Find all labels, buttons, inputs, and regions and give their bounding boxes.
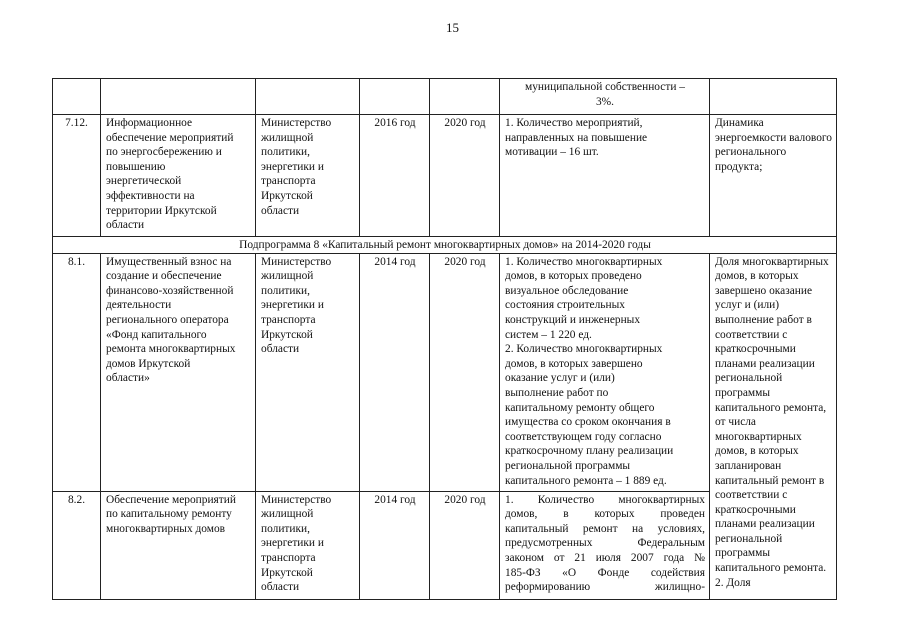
text-line: регионального	[715, 146, 787, 159]
text-line: деятельности	[106, 299, 172, 312]
text-line: энергоемкости валового	[715, 131, 832, 144]
text-line: Иркутской	[261, 189, 313, 202]
program-table	[52, 78, 837, 600]
text-line: 2. Количество многоквартирных	[505, 343, 663, 356]
cell-num	[53, 79, 101, 115]
text-line: жилищной	[261, 270, 314, 283]
text-line: Министерство	[261, 493, 332, 506]
text-line: краткосрочному плану реализации	[505, 445, 674, 458]
text-line: Динамика	[715, 117, 764, 129]
text-line: краткосрочными	[715, 503, 796, 516]
text-line: капитальный ремонт в	[715, 474, 825, 487]
text-line: капитального ремонта.	[715, 562, 827, 575]
text-line: финансово-хозяйственной	[106, 284, 234, 297]
cell-start	[360, 79, 430, 115]
table-row	[53, 115, 837, 237]
text-line: области	[261, 343, 300, 356]
text-line: «Фонд капитального	[106, 328, 207, 341]
text-line: домов, в которых проведено	[505, 270, 642, 283]
cell-start: 2014 год	[360, 253, 430, 491]
cell-executor	[256, 115, 360, 237]
text-line: домов Иркутской	[106, 357, 191, 370]
text-line: законом от 21 июля 2007 года №	[505, 551, 705, 564]
text-line: Обеспечение мероприятий	[106, 493, 236, 506]
text-line: 3%.	[595, 95, 615, 108]
table-row	[53, 79, 837, 115]
text-line: энергетической	[106, 175, 182, 188]
text-line: соответствии с	[715, 328, 788, 341]
cell-name	[101, 253, 256, 491]
text-line: завершено оказание	[715, 284, 812, 297]
text-line: предусмотренных Федеральным	[505, 537, 705, 550]
text-line: капитального ремонта,	[715, 401, 827, 414]
text-line: капитального ремонта – 1 889 ед.	[505, 474, 667, 487]
subprogram-title: Подпрограмма 8 «Капитальный ремонт многоквартирных домов» на 2014-2020 годы	[53, 237, 837, 254]
text-line: от числа	[715, 416, 756, 429]
text-line: программы	[715, 386, 770, 399]
text-line: области	[261, 204, 300, 217]
text-line: планами реализации	[715, 518, 815, 531]
text-line: реформированию жилищно-	[505, 581, 705, 594]
page-number: 15	[446, 20, 459, 35]
text-line: политики,	[261, 284, 310, 297]
text-line: жилищной	[261, 508, 314, 521]
subprogram-row	[53, 237, 837, 254]
cell-start: 2016 год	[360, 115, 430, 237]
cell-target	[710, 115, 837, 237]
text-line: капитальный ремонт на условиях,	[505, 522, 705, 535]
text-line: энергетики и	[261, 299, 324, 312]
text-line: домов, в которых	[715, 445, 799, 458]
text-line: состояния строительных	[505, 299, 625, 312]
text-line: Имущественный взнос на	[106, 255, 232, 268]
cell-name	[101, 115, 256, 237]
text-line: услуг и (или)	[715, 299, 780, 312]
text-line: домов, в которых проведен	[505, 508, 705, 521]
cell-target	[710, 79, 837, 115]
text-line: многоквартирных домов	[106, 522, 226, 535]
text-line: политики,	[261, 522, 310, 535]
text-line: транспорта	[261, 313, 316, 326]
text-line: имущества со сроком окончания в	[505, 416, 671, 429]
cell-num: 8.2.	[53, 491, 101, 599]
text-line: регионального оператора	[106, 313, 229, 326]
text-line: оказание услуг и (или)	[505, 372, 615, 385]
text-line: территории Иркутской	[106, 204, 217, 217]
text-line: продукта;	[715, 160, 763, 173]
text-line: планами реализации	[715, 357, 815, 370]
text-line: выполнение работ по	[505, 386, 609, 399]
text-line: конструкций и инженерных	[505, 313, 641, 326]
cell-indicator	[500, 115, 710, 237]
cell-name	[101, 79, 256, 115]
text-line: 1. Количество многоквартирных	[505, 493, 705, 506]
text-line: Иркутской	[261, 566, 313, 579]
text-line: повышению	[106, 160, 166, 173]
text-line: Доля многоквартирных	[715, 255, 829, 268]
text-line: муниципальной собственности –	[525, 81, 685, 93]
text-line: выполнение работ в	[715, 313, 812, 326]
text-line: Министерство	[261, 117, 332, 129]
text-line: домов, в которых	[715, 270, 799, 283]
cell-executor	[256, 491, 360, 599]
cell-indicator	[500, 79, 710, 115]
cell-end: 2020 год	[430, 253, 500, 491]
cell-num: 7.12.	[53, 115, 101, 237]
text-line: краткосрочными	[715, 343, 796, 356]
text-line: области»	[106, 372, 150, 385]
cell-executor	[256, 253, 360, 491]
cell-target-shared	[710, 253, 837, 599]
table-row	[53, 253, 837, 491]
text-line: многоквартирных	[715, 430, 802, 443]
cell-name	[101, 491, 256, 599]
cell-end	[430, 79, 500, 115]
text-line: региональной	[715, 532, 783, 545]
text-line: транспорта	[261, 551, 316, 564]
text-line: обеспечение мероприятий	[106, 131, 234, 144]
text-line: жилищной	[261, 131, 314, 144]
text-line: области	[106, 219, 145, 232]
text-line: мотивации – 16 шт.	[505, 146, 599, 159]
cell-indicator	[500, 491, 710, 599]
text-line: по капитальному ремонту	[106, 508, 232, 521]
text-line: энергетики и	[261, 160, 324, 173]
cell-start: 2014 год	[360, 491, 430, 599]
text-line: региональной программы	[505, 459, 631, 472]
text-line: Информационное	[106, 117, 193, 129]
text-line: области	[261, 581, 300, 594]
text-line: 185-ФЗ «О Фонде содействия	[505, 566, 705, 579]
text-line: 1. Количество многоквартирных	[505, 255, 663, 268]
text-line: региональной	[715, 372, 783, 385]
text-line: ремонта многоквартирных	[106, 343, 236, 356]
text-line: энергетики и	[261, 537, 324, 550]
text-line: домов, в которых завершено	[505, 357, 643, 370]
text-line: 1. Количество мероприятий,	[505, 117, 643, 129]
text-line: Министерство	[261, 255, 332, 268]
text-line: по энергосбережению и	[106, 146, 222, 159]
text-line: транспорта	[261, 175, 316, 188]
text-line: 2. Доля	[715, 576, 751, 589]
text-line: направленных на повышение	[505, 131, 648, 144]
text-line: соответствующем году согласно	[505, 430, 662, 443]
text-line: запланирован	[715, 459, 782, 472]
cell-executor	[256, 79, 360, 115]
text-line: систем – 1 220 ед.	[505, 328, 592, 341]
text-line: Иркутской	[261, 328, 313, 341]
text-line: эффективности на	[106, 189, 195, 202]
text-line: соответствии с	[715, 489, 788, 502]
text-line: капитальному ремонту общего	[505, 401, 655, 414]
text-line: визуальное обследование	[505, 284, 629, 297]
cell-indicator	[500, 253, 710, 491]
cell-num: 8.1.	[53, 253, 101, 491]
cell-end: 2020 год	[430, 491, 500, 599]
text-line: политики,	[261, 146, 310, 159]
text-line: создание и обеспечение	[106, 270, 222, 283]
text-line: программы	[715, 547, 770, 560]
cell-end: 2020 год	[430, 115, 500, 237]
